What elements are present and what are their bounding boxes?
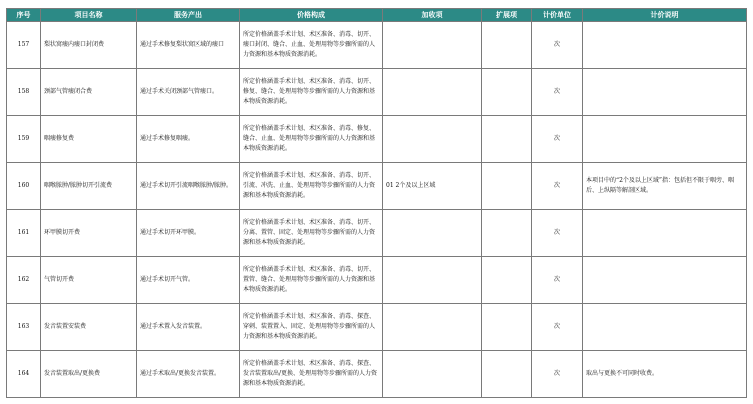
cell-unit: 次 bbox=[532, 210, 583, 257]
table-row bbox=[7, 116, 747, 163]
cell-name: 咽瘘修复费 bbox=[41, 116, 137, 163]
cell-price: 所定价格涵盖手术计划、术区准备、消毒、切开、置管、缝合、处理用物等步骤所需的人力资源和基本物质资源消耗。 bbox=[240, 257, 383, 304]
cell-extra bbox=[383, 351, 482, 398]
cell-output: 通过手术关闭颈部气管瘘口。 bbox=[137, 69, 240, 116]
cell-price: 所定价格涵盖手术计划、术区准备、消毒、切开、修复、缝合、处理用物等步骤所需的人力资源和基本物质资源消耗。 bbox=[240, 69, 383, 116]
header-note: 计价说明 bbox=[583, 9, 747, 22]
cell-name: 咽喉脓肿/脓肿切开引流费 bbox=[41, 163, 137, 210]
cell-num: 160 bbox=[7, 163, 41, 210]
cell-extra: 01 2个及以上区域 bbox=[383, 163, 482, 210]
cell-extra bbox=[383, 210, 482, 257]
cell-output: 通过手术切开气管。 bbox=[137, 257, 240, 304]
header-price: 价格构成 bbox=[240, 9, 383, 22]
header-unit: 计价单位 bbox=[532, 9, 583, 22]
cell-extra bbox=[383, 257, 482, 304]
cell-price: 所定价格涵盖手术计划、术区准备、消毒、修复、缝合、止血、处理用物等步骤所需的人力资源和基本物质资源消耗。 bbox=[240, 116, 383, 163]
cell-output: 通过手术修复咽瘘。 bbox=[137, 116, 240, 163]
cell-output: 通过手术切开环甲膜。 bbox=[137, 210, 240, 257]
cell-expand bbox=[482, 22, 532, 69]
cell-num: 159 bbox=[7, 116, 41, 163]
cell-name: 颈部气管瘘闭合费 bbox=[41, 69, 137, 116]
cell-price: 所定价格涵盖手术计划、术区准备、消毒、探查、穿刺、装置置入、固定、处理用物等步骤所需的人力资源和基本物质资源消耗。 bbox=[240, 304, 383, 351]
cell-num: 163 bbox=[7, 304, 41, 351]
cell-name: 气管切开费 bbox=[41, 257, 137, 304]
cell-name: 梨状窝瘘内瘘口封闭费 bbox=[41, 22, 137, 69]
cell-note: 取出与更换不可同时收费。 bbox=[583, 351, 747, 398]
pricing-table bbox=[6, 8, 747, 398]
cell-unit: 次 bbox=[532, 22, 583, 69]
cell-expand bbox=[482, 210, 532, 257]
cell-output: 通过手术取出/更换发音装置。 bbox=[137, 351, 240, 398]
cell-note bbox=[583, 304, 747, 351]
header-row bbox=[7, 9, 747, 22]
cell-unit: 次 bbox=[532, 304, 583, 351]
cell-unit: 次 bbox=[532, 351, 583, 398]
cell-num: 162 bbox=[7, 257, 41, 304]
cell-unit: 次 bbox=[532, 163, 583, 210]
cell-expand bbox=[482, 116, 532, 163]
cell-expand bbox=[482, 163, 532, 210]
cell-expand bbox=[482, 257, 532, 304]
cell-output: 通过手术置入发音装置。 bbox=[137, 304, 240, 351]
cell-extra bbox=[383, 304, 482, 351]
cell-output: 通过手术切开引流咽喉脓肿/脓肿。 bbox=[137, 163, 240, 210]
cell-price: 所定价格涵盖手术计划、术区准备、消毒、切开、瘘口封闭、缝合、止血、处理用物等步骤所需的人力资源和基本物质资源消耗。 bbox=[240, 22, 383, 69]
cell-name: 发音装置取出/更换费 bbox=[41, 351, 137, 398]
cell-unit: 次 bbox=[532, 116, 583, 163]
cell-num: 157 bbox=[7, 22, 41, 69]
cell-note bbox=[583, 257, 747, 304]
table-row bbox=[7, 304, 747, 351]
header-name: 项目名称 bbox=[41, 9, 137, 22]
cell-num: 161 bbox=[7, 210, 41, 257]
header-num: 序号 bbox=[7, 9, 41, 22]
cell-extra bbox=[383, 116, 482, 163]
cell-price: 所定价格涵盖手术计划、术区准备、消毒、切开、分离、置管、固定、处理用物等步骤所需的人力资源和基本物质资源消耗。 bbox=[240, 210, 383, 257]
table-row bbox=[7, 163, 747, 210]
cell-extra bbox=[383, 22, 482, 69]
cell-name: 环甲膜切开费 bbox=[41, 210, 137, 257]
header-expand: 扩展项 bbox=[482, 9, 532, 22]
cell-price: 所定价格涵盖手术计划、术区准备、消毒、探查、发音装置取出/更换、处理用物等步骤所需的人力资源和基本物质资源消耗。 bbox=[240, 351, 383, 398]
cell-price: 所定价格涵盖手术计划、术区准备、消毒、切开、引流、冲洗、止血、处理用物等步骤所需的人力资源和基本物质资源消耗。 bbox=[240, 163, 383, 210]
cell-unit: 次 bbox=[532, 257, 583, 304]
cell-note bbox=[583, 22, 747, 69]
header-output: 服务产出 bbox=[137, 9, 240, 22]
cell-expand bbox=[482, 69, 532, 116]
cell-name: 发音装置安装费 bbox=[41, 304, 137, 351]
cell-note bbox=[583, 69, 747, 116]
cell-note: 本项目中的“2个及以上区域”指：包括但不限于咽旁、咽后、上纵隔等解剖区域。 bbox=[583, 163, 747, 210]
cell-expand bbox=[482, 351, 532, 398]
cell-unit: 次 bbox=[532, 69, 583, 116]
cell-note bbox=[583, 116, 747, 163]
table-row bbox=[7, 22, 747, 69]
cell-note bbox=[583, 210, 747, 257]
cell-expand bbox=[482, 304, 532, 351]
header-extra: 加收项 bbox=[383, 9, 482, 22]
table-row bbox=[7, 69, 747, 116]
table-row bbox=[7, 210, 747, 257]
cell-output: 通过手术修复梨状窝区域的瘘口 bbox=[137, 22, 240, 69]
cell-num: 158 bbox=[7, 69, 41, 116]
table-row bbox=[7, 351, 747, 398]
cell-extra bbox=[383, 69, 482, 116]
cell-num: 164 bbox=[7, 351, 41, 398]
table-row bbox=[7, 257, 747, 304]
